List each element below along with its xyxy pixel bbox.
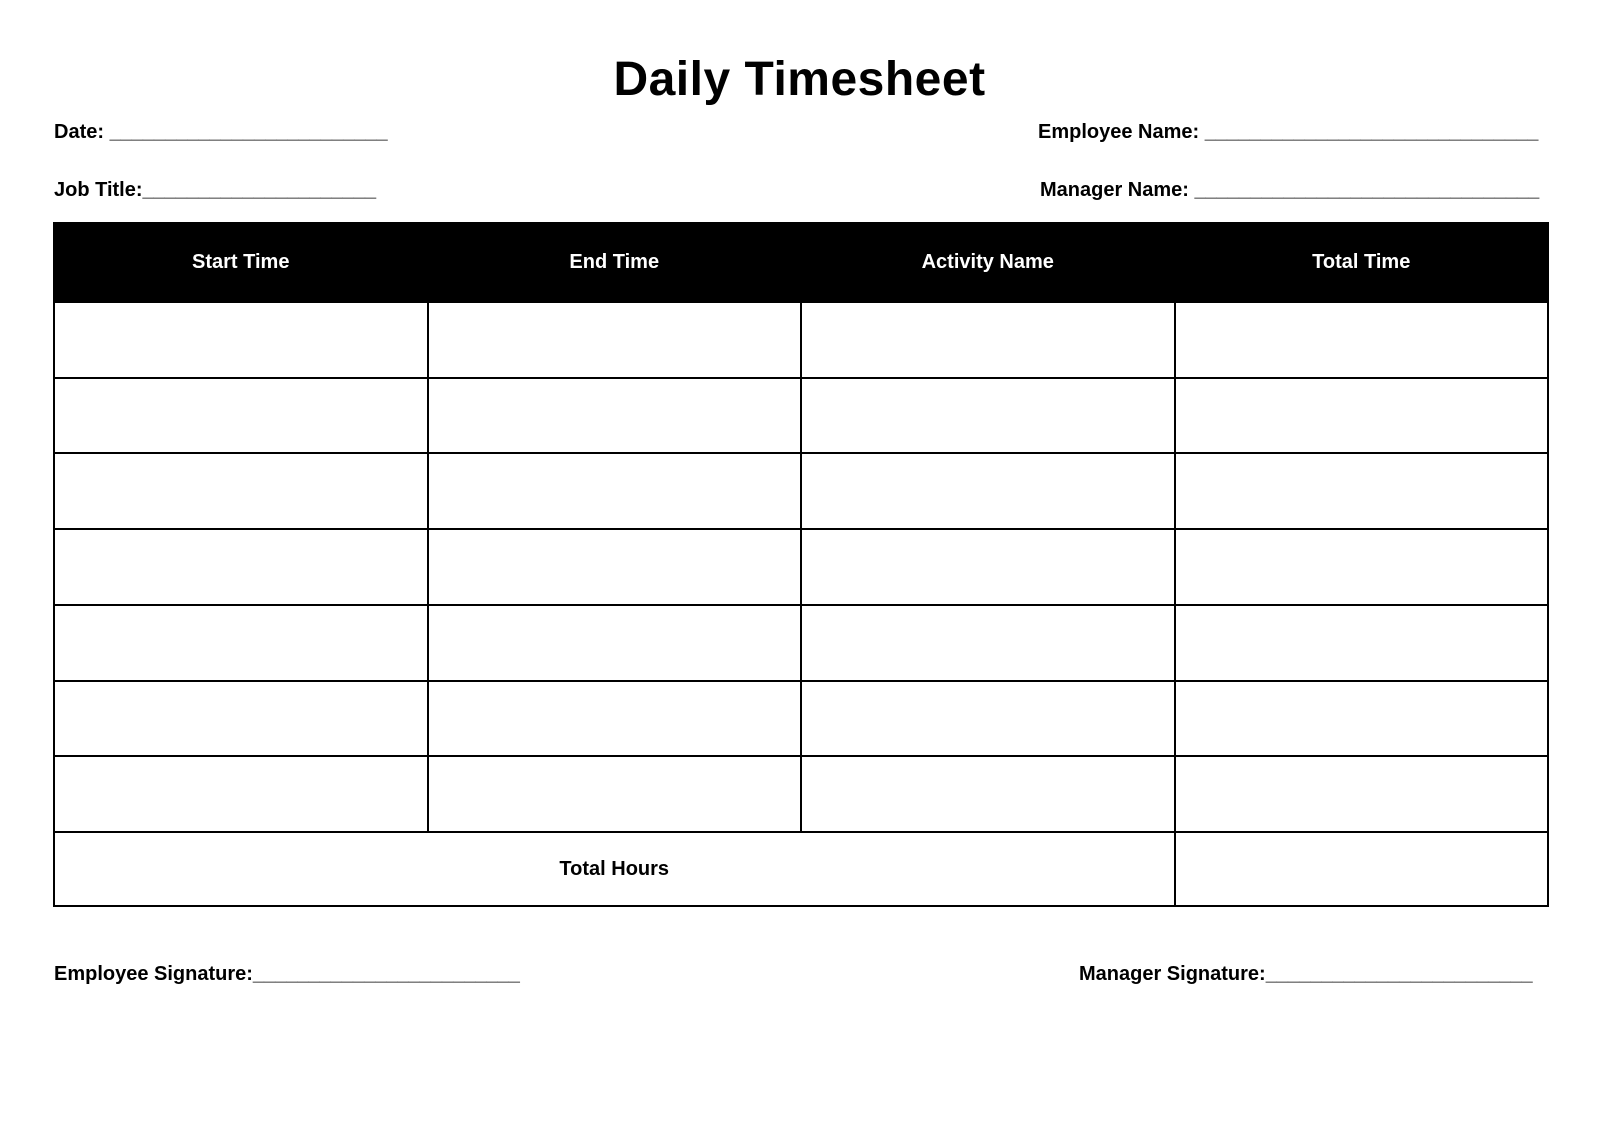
cell-start-time[interactable] — [54, 302, 428, 378]
cell-end-time[interactable] — [428, 302, 802, 378]
total-hours-cell[interactable] — [1175, 832, 1549, 906]
job-title-field[interactable]: Job Title:_____________________ — [54, 179, 377, 201]
cell-end-time[interactable] — [428, 756, 802, 832]
cell-start-time[interactable] — [54, 605, 428, 681]
cell-end-time[interactable] — [428, 378, 802, 454]
cell-end-time[interactable] — [428, 453, 802, 529]
cell-total-time[interactable] — [1175, 756, 1549, 832]
manager-signature-field[interactable]: Manager Signature:________________________ — [1079, 963, 1533, 985]
total-hours-label: Total Hours — [54, 832, 1175, 906]
total-hours-row — [54, 832, 1548, 906]
column-header-end-time: End Time — [428, 223, 802, 302]
manager-name-field[interactable]: Manager Name: _______________________________ — [1040, 179, 1540, 201]
table-row — [54, 605, 1548, 681]
cell-total-time[interactable] — [1175, 681, 1549, 757]
table-row — [54, 453, 1548, 529]
table-row — [54, 302, 1548, 378]
cell-start-time[interactable] — [54, 529, 428, 605]
column-header-activity-name: Activity Name — [801, 223, 1175, 302]
column-header-start-time: Start Time — [54, 223, 428, 302]
timesheet-table — [53, 222, 1549, 907]
column-header-total-time: Total Time — [1175, 223, 1549, 302]
page-title: Daily Timesheet — [613, 53, 986, 106]
cell-end-time[interactable] — [428, 529, 802, 605]
cell-end-time[interactable] — [428, 605, 802, 681]
cell-total-time[interactable] — [1175, 378, 1549, 454]
cell-activity-name[interactable] — [801, 605, 1175, 681]
cell-start-time[interactable] — [54, 378, 428, 454]
table-row — [54, 378, 1548, 454]
table-row — [54, 681, 1548, 757]
cell-activity-name[interactable] — [801, 378, 1175, 454]
header-row — [54, 223, 1548, 302]
table-row — [54, 756, 1548, 832]
table-row — [54, 529, 1548, 605]
cell-total-time[interactable] — [1175, 302, 1549, 378]
cell-total-time[interactable] — [1175, 605, 1549, 681]
table-body — [54, 302, 1548, 832]
cell-activity-name[interactable] — [801, 681, 1175, 757]
employee-signature-field[interactable]: Employee Signature:________________________ — [54, 963, 520, 985]
employee-name-field[interactable]: Employee Name: ______________________________ — [1038, 121, 1539, 143]
date-field[interactable]: Date: _________________________ — [54, 121, 388, 143]
cell-start-time[interactable] — [54, 681, 428, 757]
cell-total-time[interactable] — [1175, 529, 1549, 605]
cell-start-time[interactable] — [54, 453, 428, 529]
cell-total-time[interactable] — [1175, 453, 1549, 529]
cell-activity-name[interactable] — [801, 756, 1175, 832]
cell-start-time[interactable] — [54, 756, 428, 832]
cell-end-time[interactable] — [428, 681, 802, 757]
cell-activity-name[interactable] — [801, 453, 1175, 529]
cell-activity-name[interactable] — [801, 302, 1175, 378]
cell-activity-name[interactable] — [801, 529, 1175, 605]
